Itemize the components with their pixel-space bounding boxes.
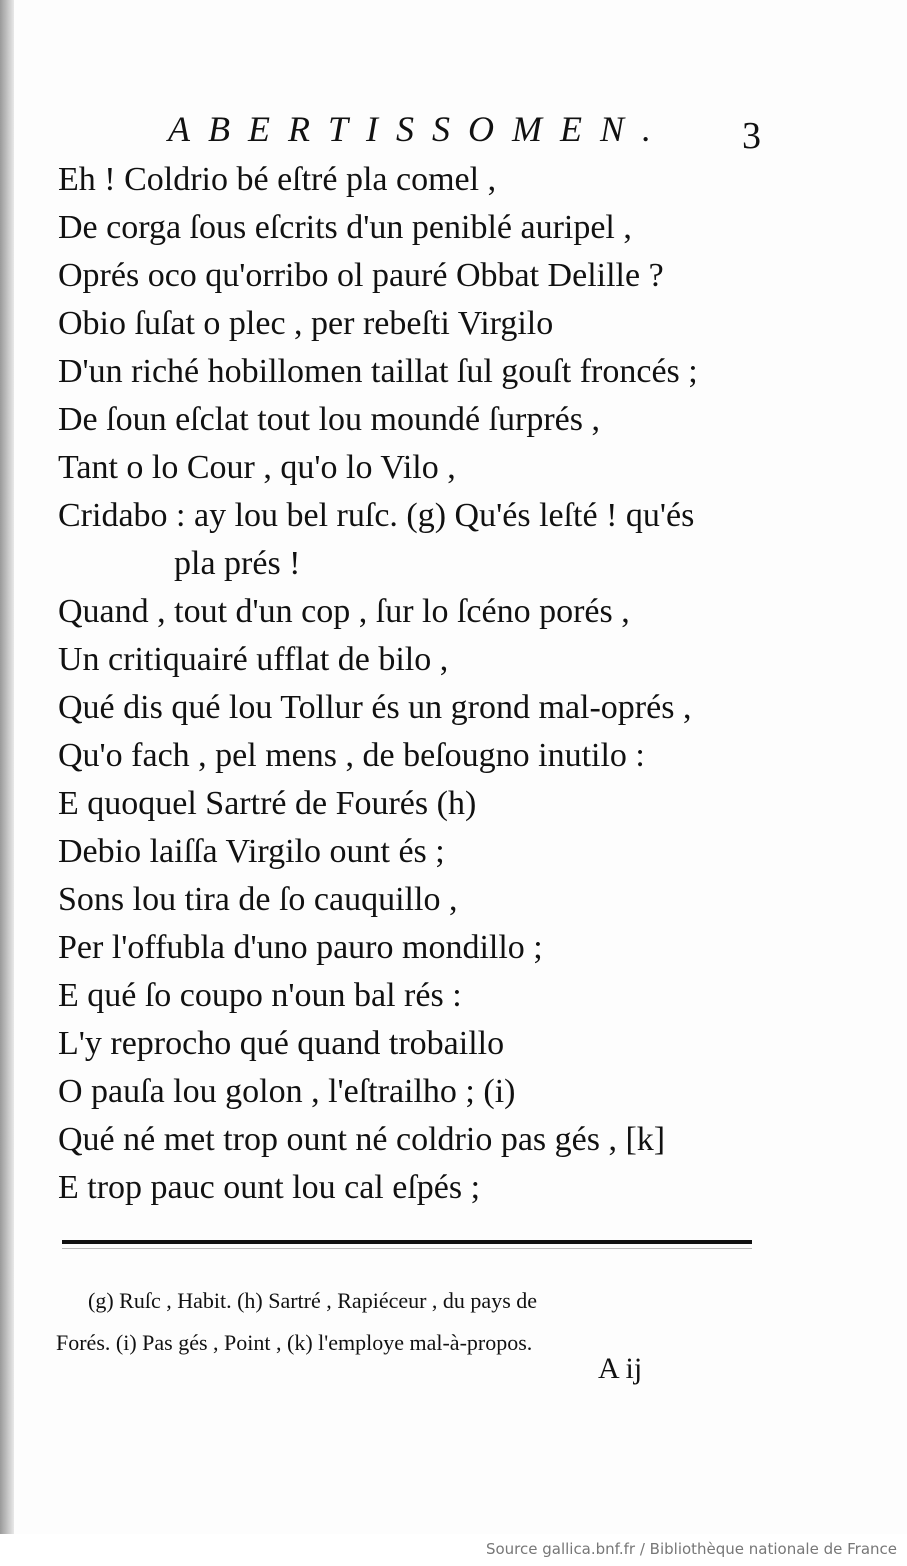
verse-line: Quand , tout d'un cop , ſur lo ſcéno porés , — [58, 593, 630, 630]
verse-line: E quoquel Sartré de Fourés (h) — [58, 785, 477, 822]
running-title: ABERTISSOMEN. — [168, 109, 669, 149]
verse-line: Sons lou tira de ſo cauquillo , — [58, 881, 458, 918]
verse-line: Oprés oco qu'orribo ol pauré Obbat Delille ? — [58, 257, 664, 294]
footnote-line: Forés. (i) Pas gés , Point , (k) l'employe mal-à-propos. — [56, 1330, 533, 1355]
page-number: 3 — [742, 115, 761, 157]
verse-line: Per l'offubla d'uno pauro mondillo ; — [58, 929, 543, 966]
footnote-rule-shadow — [62, 1248, 752, 1249]
verse-line: Eh ! Coldrio bé eſtré pla comel , — [58, 161, 497, 198]
verse-line: Qu'o fach , pel mens , de beſougno inutilo : — [58, 737, 645, 774]
verse-line: L'y reprocho qué quand trobaillo — [58, 1025, 505, 1062]
verse-line: E qué ſo coupo n'oun bal rés : — [58, 977, 462, 1014]
poem-body — [58, 156, 778, 1212]
verse-line: De corga ſous eſcrits d'un peniblé auripel , — [58, 209, 632, 246]
page-spine-shadow — [0, 0, 14, 1566]
verse-line: De ſoun eſclat tout lou moundé ſurprés , — [58, 401, 600, 438]
footnote-rule — [62, 1240, 752, 1244]
verse-line: Qué né met trop ount né coldrio pas gés , [k] — [58, 1121, 666, 1158]
verse-line: Tant o lo Cour , qu'o lo Vilo , — [58, 449, 456, 486]
verse-line: Cridabo : ay lou bel ruſc. (g) Qu'és leſté ! qu'és — [58, 497, 695, 534]
footnotes — [56, 1280, 776, 1364]
running-header — [0, 108, 907, 156]
verse-line-continuation: pla prés ! — [174, 545, 301, 582]
verse-line: Obio ſuſat o plec , per rebeſti Virgilo — [58, 305, 554, 342]
verse-line: E trop pauc ount lou cal eſpés ; — [58, 1169, 481, 1206]
verse-line: Un critiquairé ufflat de bilo , — [58, 641, 449, 678]
verse-line: D'un riché hobillomen taillat ſul gouſt froncés ; — [58, 353, 698, 390]
signature-mark: A ij — [598, 1352, 643, 1385]
verse-line: O pauſa lou golon , l'eſtrailho ; (i) — [58, 1073, 516, 1110]
source-credit: Source gallica.bnf.fr / Bibliothèque nationale de France — [485, 1540, 897, 1558]
verse-line: Debio laiſſa Virgilo ount és ; — [58, 833, 445, 870]
verse-line: Qué dis qué lou Tollur és un grond mal-oprés , — [58, 689, 692, 726]
footnote-line: (g) Ruſc , Habit. (h) Sartré , Rapiéceur , du pays de — [88, 1288, 538, 1313]
